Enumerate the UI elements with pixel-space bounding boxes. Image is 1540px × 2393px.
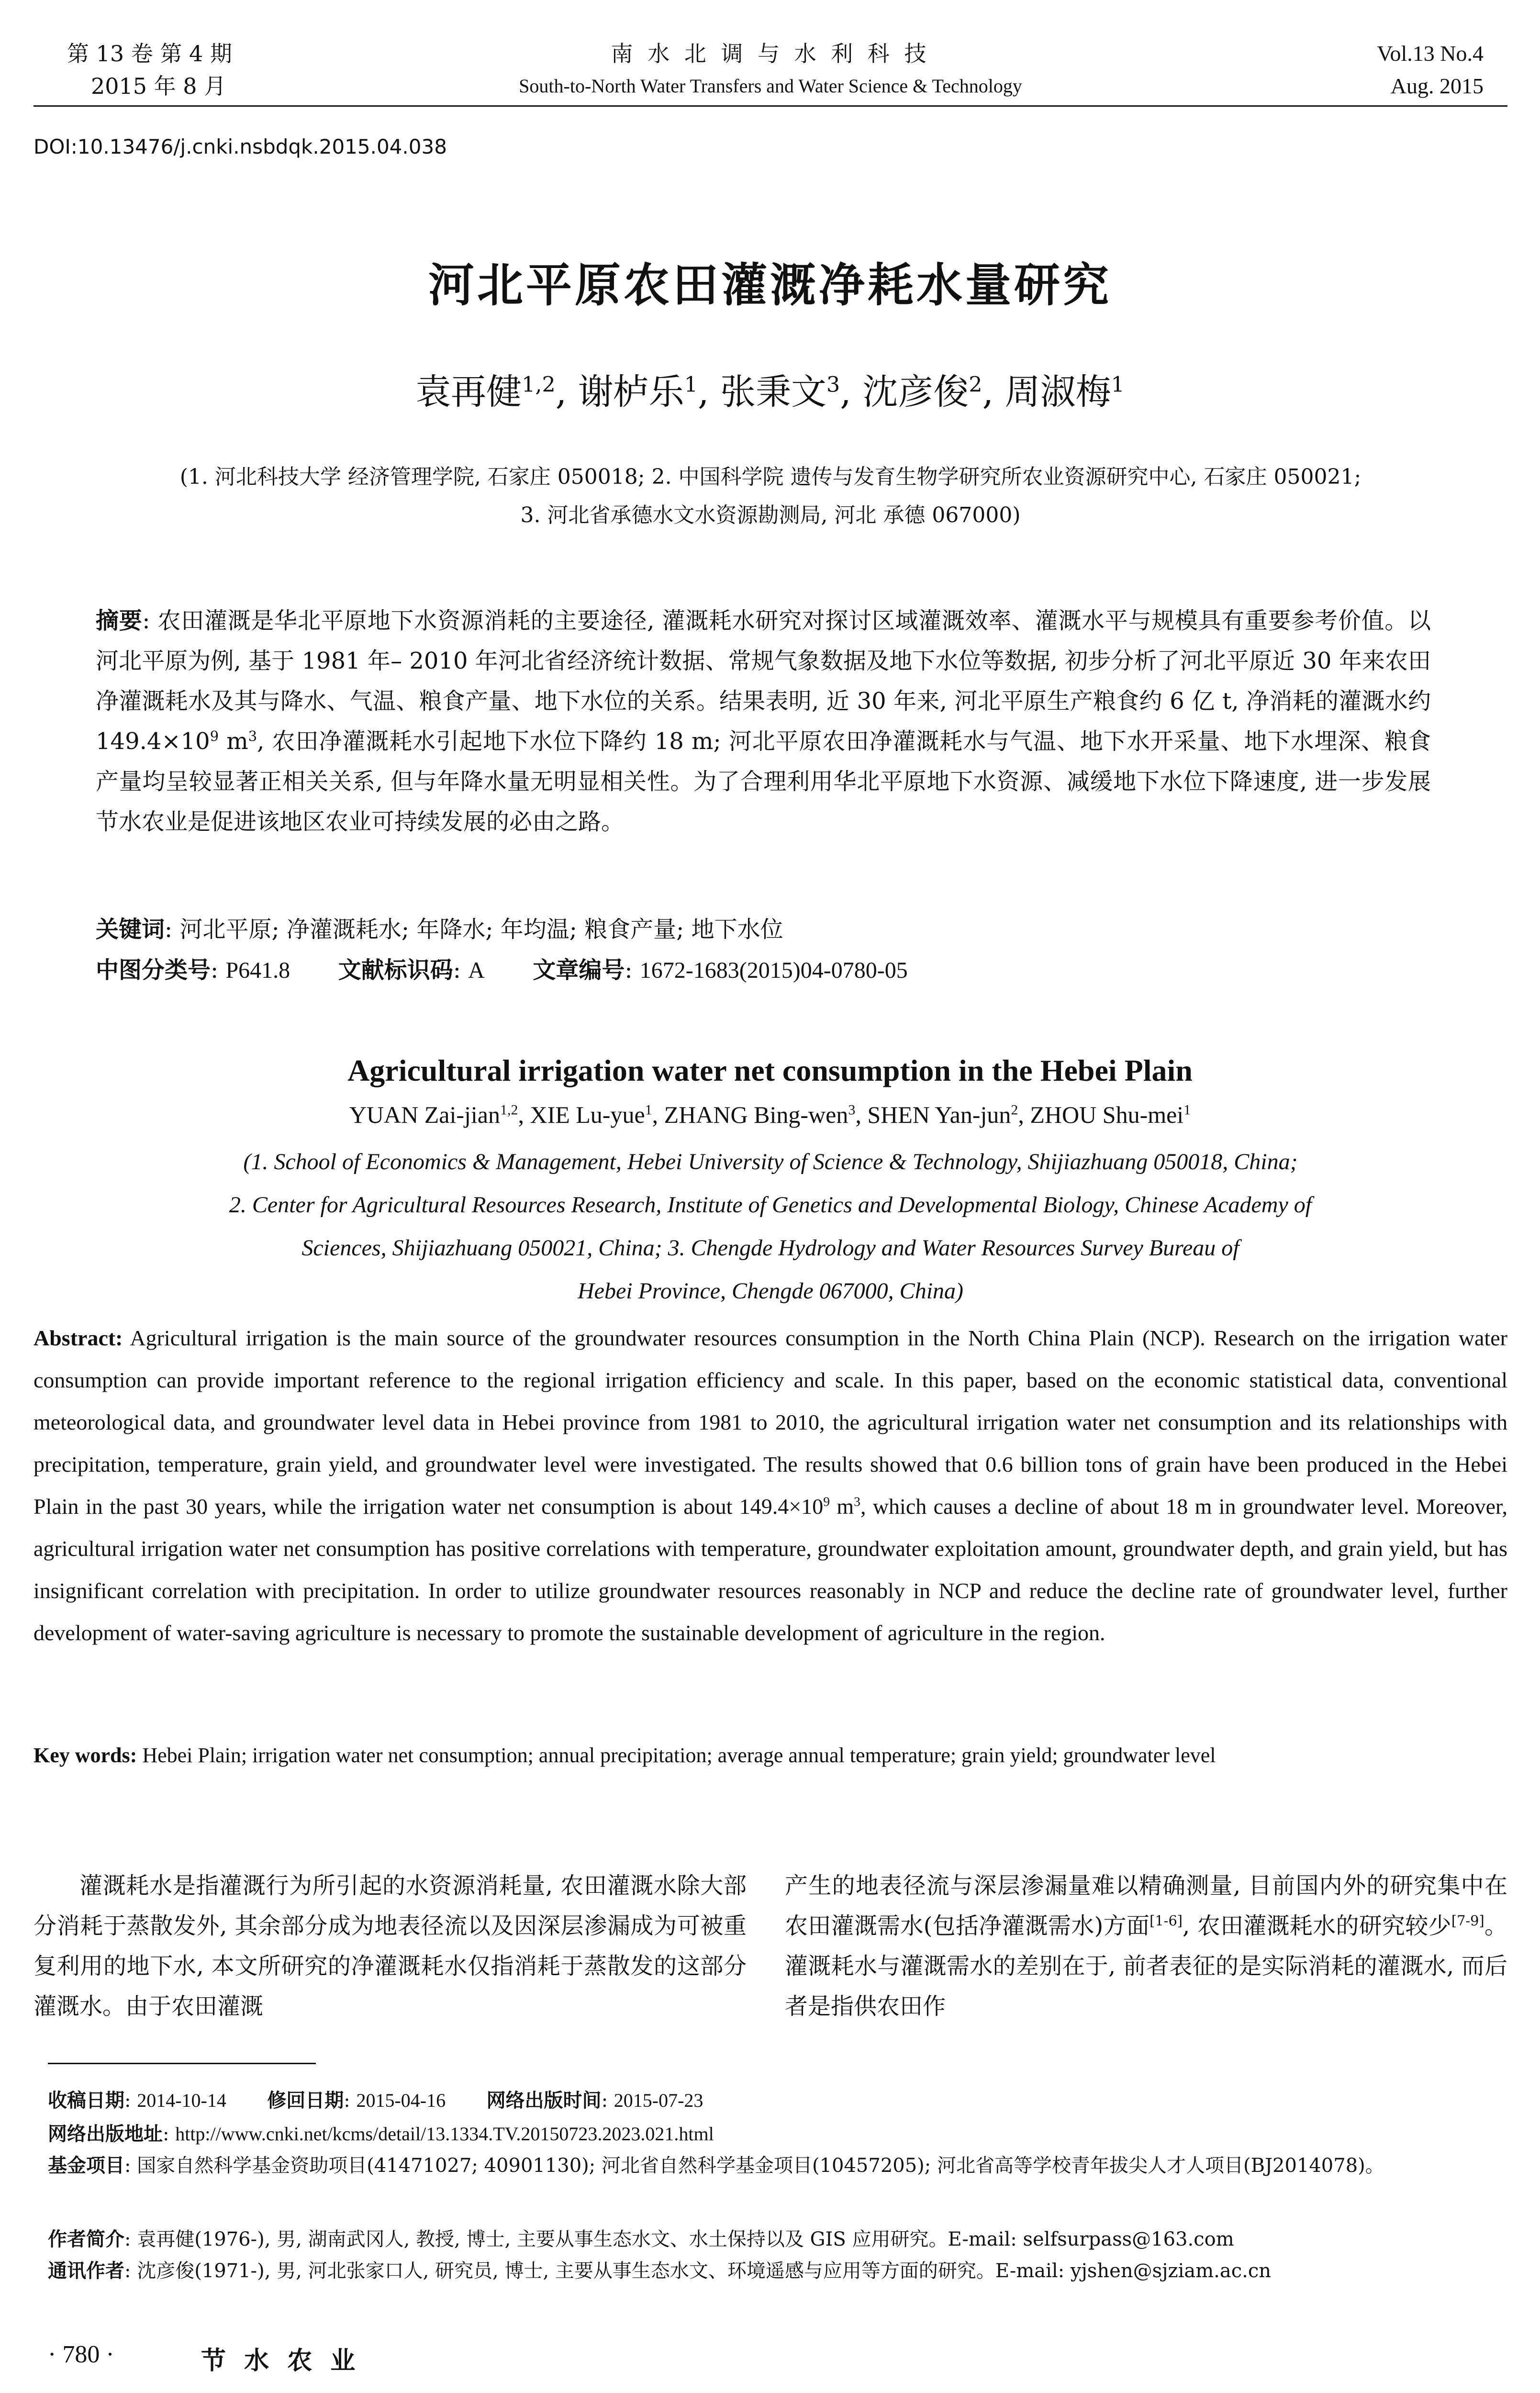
header-vol-en: Vol.13 No.4 xyxy=(1377,41,1484,66)
corresponding-colon: : xyxy=(124,2260,137,2282)
clc-value: P641.8 xyxy=(225,958,290,983)
revised-date: 2015-04-16 xyxy=(356,2090,446,2111)
affiliation-en-2: 2. Center for Agricultural Resources Research, Institute of Genetics and Developmental Biology, Chinese Academy of xyxy=(229,1192,1312,1218)
keywords-en-label: Key words: xyxy=(33,1744,137,1767)
abstract-cn-text: 农田灌溉是华北平原地下水资源消耗的主要途径, 灌溉耗水研究对探讨区域灌溉效率、灌溉水平与规模具有重要参考价值。以河北平原为例, 基于 1981 年– 2010 年河北省经济统计数据、常规气象数据及地下水位等数据, 初步分析了河北平原近 30 年来农田净灌溉耗水及其与降水、气温、粮食产量、地下水位的关系。结果表明, 近 30 年来, 河北平原生产粮食约 6 亿 t, 净消耗的灌溉水约 $149.4\times 10^9$ $m^3$, 农田净灌溉耗水引起地下水位下降约 18 m; 河北平原农田净灌溉耗水与气温、地下水开采量、地下水埋深、粮食产量均呈较显著正相关关系, 但与年降水量无明显相关性。为了合理利用华北平原地下水资源、减缓地下水位下降速度, 进一步发展节水农业是促进该地区农业可持续发展的必由之路。 xyxy=(96,607,1431,835)
received-colon: : xyxy=(124,2090,137,2112)
abstract-cn-label: 摘要 xyxy=(96,607,143,634)
title-en: Agricultural irrigation water net consumption in the Hebei Plain xyxy=(347,1053,1193,1087)
page-number: · 780 · xyxy=(48,2341,114,2368)
author-bio-text: 袁再健(1976-), 男, 湖南武冈人, 教授, 博士, 主要从事生态水文、水土保持以及 GIS 应用研究。E-mail: selfsurpass@163.com xyxy=(137,2228,1234,2250)
authors-cn: 袁再健$^{1,2}$, 谢栌乐$^1$, 张秉文$^3$, 沈彦俊$^2$, 周淑梅$^1$ xyxy=(415,371,1125,413)
header-date-en: Aug. 2015 xyxy=(1390,74,1484,98)
footnote-fund xyxy=(48,2152,1540,2180)
article-no-label: 文章编号 xyxy=(533,957,625,984)
author-bio-label: 作者简介 xyxy=(48,2228,124,2250)
fund-colon: : xyxy=(124,2155,137,2177)
doc-code-label: 文献标识码 xyxy=(338,957,453,984)
abstract-en xyxy=(33,1317,1507,1654)
affiliation-cn-2: 3. 河北省承德水文水资源勘测局, 河北 承德 067000) xyxy=(520,503,1021,527)
revised-label: 修回日期 xyxy=(267,2089,344,2112)
affiliation-cn-1: (1. 河北科技大学 经济管理学院, 石家庄 050018; 2. 中国科学院 遗传与发育生物学研究所农业资源研究中心, 石家庄 050021; xyxy=(179,465,1361,489)
keywords-cn-colon: : xyxy=(165,916,180,943)
article-no-value: 1672-1683(2015)04-0780-05 xyxy=(639,958,908,983)
header-rule xyxy=(33,105,1507,107)
header-journal-cn: 南 水 北 调 与 水 利 科 技 xyxy=(611,41,930,67)
header-volume: 第 13 卷 第 4 期 xyxy=(67,41,232,67)
title-cn: 河北平原农田灌溉净耗水量研究 xyxy=(428,258,1112,312)
body-column-left: 灌溉耗水是指灌溉行为所引起的水资源消耗量, 农田灌溉水除大部分消耗于蒸散发外, 其余部分成为地表径流以及因深层渗漏成为可被重复利用的地下水, 本文所研究的净灌溉耗水仅指消耗于蒸散发的这部分灌溉水。由于农田灌溉 xyxy=(33,1872,747,2020)
doc-code-colon: : xyxy=(453,957,469,984)
clc-colon: : xyxy=(211,957,226,984)
received-label: 收稿日期 xyxy=(48,2089,124,2112)
fund-label: 基金项目 xyxy=(48,2154,124,2177)
fund-text: 国家自然科学基金资助项目(41471027; 40901130); 河北省自然科学基金项目(10457205); 河北省高等学校青年拔尖人才人项目(BJ2014078)。 xyxy=(137,2155,1384,2177)
abstract-en-label: Abstract: xyxy=(33,1326,123,1350)
footnote-author xyxy=(48,2225,1484,2253)
footnote-url xyxy=(48,2120,1484,2148)
article-no-colon: : xyxy=(625,957,640,984)
keywords-cn-text: 河北平原; 净灌溉耗水; 年降水; 年均温; 粮食产量; 地下水位 xyxy=(179,916,783,943)
footnote-dates xyxy=(48,2087,1484,2114)
online-date: 2015-07-23 xyxy=(614,2090,703,2111)
doi: DOI:10.13476/j.cnki.nsbdqk.2015.04.038 xyxy=(33,135,447,158)
authors-en: YUAN Zai-jian$^{1,2}$, XIE Lu-yue$^1$, ZHANG Bing-wen$^3$, SHEN Yan-jun$^2$, ZHOU Shu-mei$^1$ xyxy=(349,1101,1191,1128)
header-date: 2015 年 8 月 xyxy=(91,73,226,99)
corresponding-text: 沈彦俊(1971-), 男, 河北张家口人, 研究员, 博士, 主要从事生态水文、环境遥感与应用等方面的研究。E-mail: yjshen@sjziam.ac.cn xyxy=(137,2260,1272,2282)
affiliation-en-4: Hebei Province, Chengde 067000, China) xyxy=(577,1278,964,1304)
clc-label: 中图分类号 xyxy=(96,957,211,984)
received-date: 2014-10-14 xyxy=(137,2090,226,2111)
revised-colon: : xyxy=(344,2090,357,2112)
corresponding-label: 通讯作者 xyxy=(48,2259,124,2282)
online-url[interactable]: http://www.cnki.net/kcms/detail/13.1334.TV.20150723.2023.021.html xyxy=(175,2123,714,2145)
keywords-cn-label: 关键词 xyxy=(96,916,165,943)
footnote-corresponding xyxy=(48,2257,1484,2285)
keywords-en-text: Hebei Plain; irrigation water net consumption; annual precipitation; average annual temperature; grain yield; groundwater level xyxy=(142,1744,1216,1767)
keywords-cn xyxy=(96,909,1431,950)
abstract-cn xyxy=(96,601,1431,842)
abstract-cn-colon: : xyxy=(142,607,158,634)
author-bio-colon: : xyxy=(124,2228,137,2250)
footer-section: 节 水 农 业 xyxy=(201,2346,360,2375)
online-label: 网络出版时间 xyxy=(486,2089,602,2112)
url-colon: : xyxy=(163,2123,176,2145)
header-journal-en: South-to-North Water Transfers and Water Science & Technology xyxy=(519,75,1022,97)
doc-code-value: A xyxy=(468,958,485,983)
affiliation-en-1: (1. School of Economics & Management, Hebei University of Science & Technology, Shijiazhuang 050018, China; xyxy=(243,1149,1298,1174)
url-label: 网络出版地址 xyxy=(48,2123,163,2145)
classification-line xyxy=(96,950,1431,991)
keywords-en xyxy=(33,1736,1507,1775)
affiliation-en-3: Sciences, Shijiazhuang 050021, China; 3. Chengde Hydrology and Water Resources Survey Bureau of xyxy=(301,1235,1239,1261)
body-column-right: 产生的地表径流与深层渗漏量难以精确测量, 目前国内外的研究集中在农田灌溉需水(包括净灌溉需水)方面[1-6], 农田灌溉耗水的研究较少[7-9]。灌溉耗水与灌溉需水的差别在于, 前者表征的是实际消耗的灌溉水, 而后者是指供农田作 xyxy=(785,1872,1507,2020)
abstract-en-text: Agricultural irrigation is the main source of the groundwater resources consumption in the North China Plain (NCP). Research on the irrigation water consumption can provide important reference to the regional irrigation efficiency and scale. In this paper, based on the economic statistical data, conventional meteorological data, and groundwater level data in Hebei province from 1981 to 2010, the agricultural irrigation water net consumption and its relationships with precipitation, temperature, grain yield, and groundwater level were investigated. The results showed that 0.6 billion tons of grain have been produced in the Hebei Plain in the past 30 years, while the irrigation water net consumption is about $149.4\times 10^9$ $m^3$, which causes a decline of about 18 m in groundwater level. Moreover, agricultural irrigation water net consumption has positive correlations with temperature, groundwater exploitation amount, groundwater depth, and grain yield, but has insignificant correlation with precipitation. In order to utilize groundwater resources reasonably in NCP and reduce the decline rate of groundwater level, further development of water-saving agriculture is necessary to promote the sustainable development of agriculture in the region. xyxy=(33,1326,1508,1645)
footnote-rule xyxy=(48,2063,316,2064)
online-colon: : xyxy=(601,2090,614,2112)
